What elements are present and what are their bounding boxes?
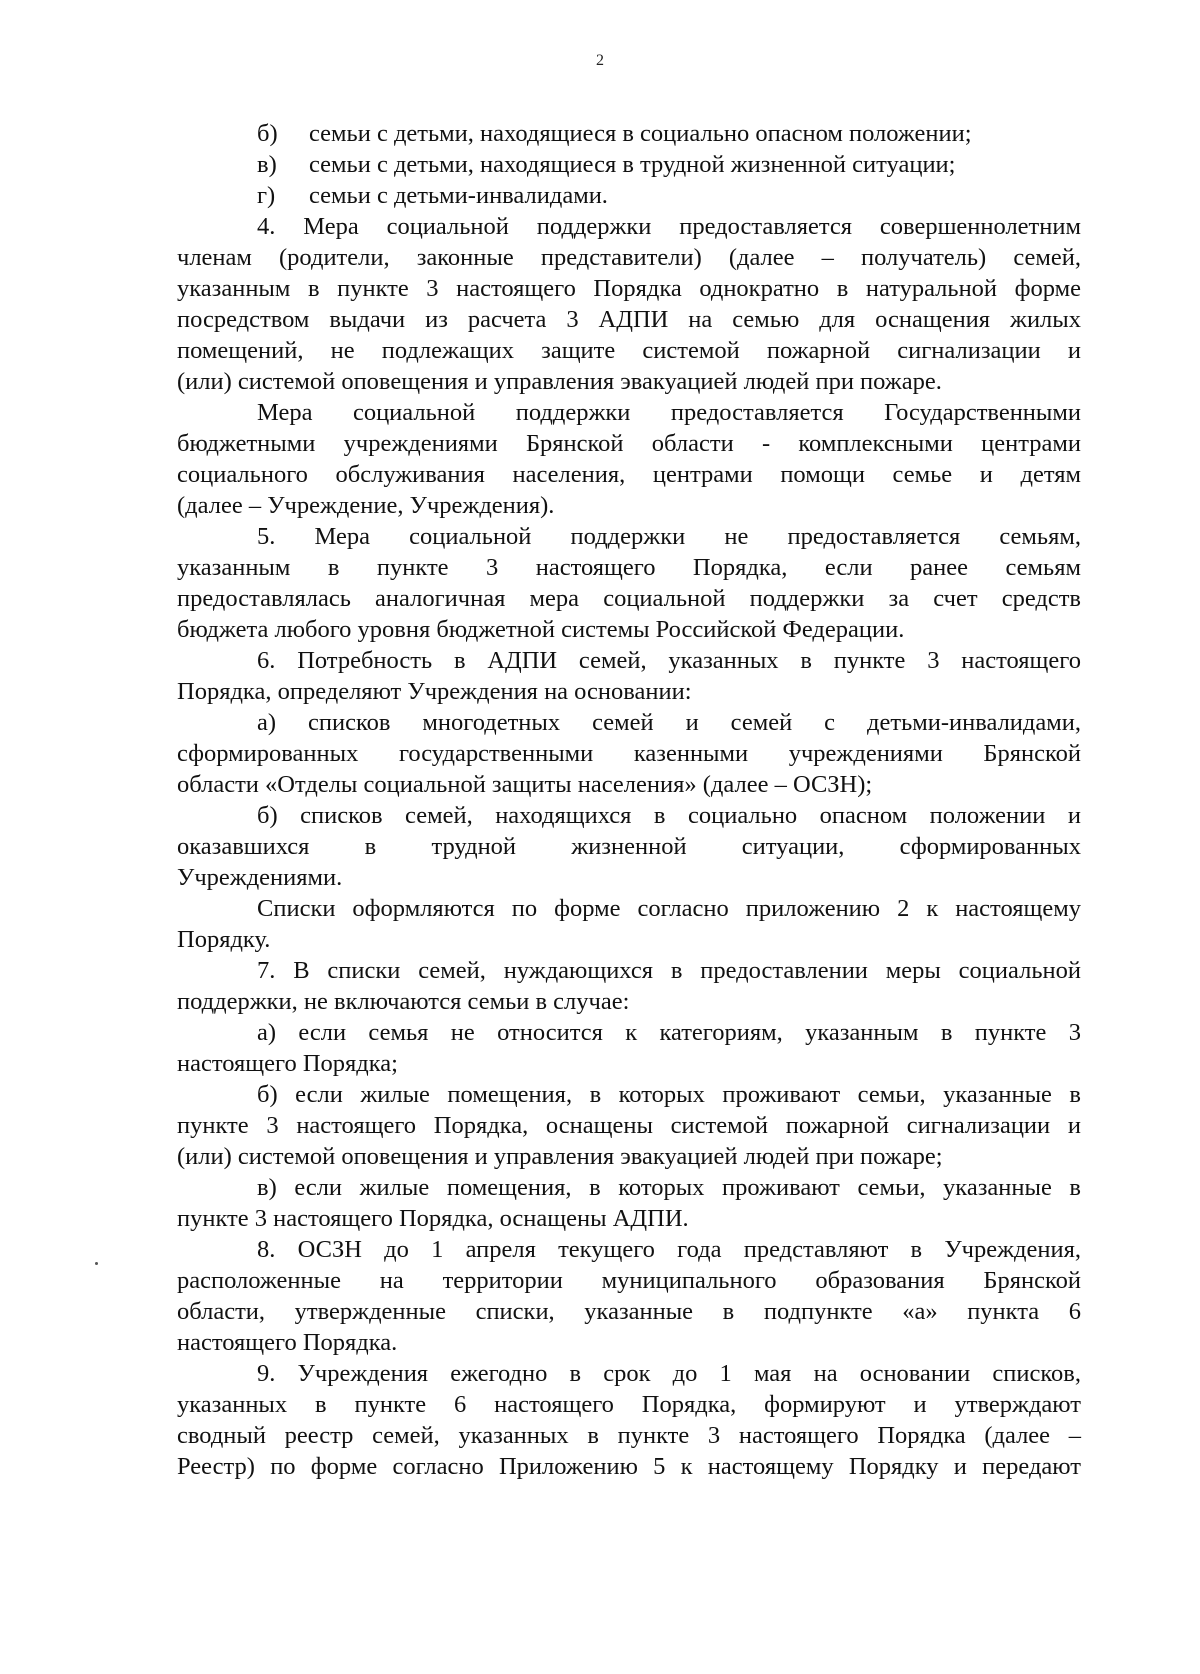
list-marker: г)	[257, 182, 276, 209]
paragraph-4-providers	[177, 397, 1081, 521]
list-item-text: семьи с детьми, находящиеся в социально опасном положении;	[309, 120, 972, 147]
list-marker: б)	[257, 120, 278, 147]
category-list	[177, 118, 1081, 211]
text-line: указанным в пункте 3 настоящего Порядка однократно в натуральной форме	[177, 275, 1081, 302]
list-item	[177, 149, 1081, 180]
text-line: б) если жилые помещения, в которых проживают семьи, указанные в	[257, 1081, 1081, 1108]
text-line: Реестр) по форме согласно Приложению 5 к настоящему Порядку и передают	[177, 1453, 1081, 1480]
paragraph-7	[177, 955, 1081, 1017]
text-line: Мера социальной поддержки предоставляется Государственными	[257, 399, 1081, 426]
text-line: настоящего Порядка;	[177, 1050, 398, 1077]
paragraph-9	[177, 1358, 1081, 1482]
text-line: Списки оформляются по форме согласно приложению 2 к настоящему	[257, 895, 1081, 922]
document-body	[177, 118, 1081, 1482]
paragraph-6-lists-form	[177, 893, 1081, 955]
text-line: настоящего Порядка.	[177, 1329, 398, 1356]
text-line: Порядка, определяют Учреждения на основании:	[177, 678, 692, 705]
text-line: социального обслуживания населения, центрами помощи семье и детям	[177, 461, 1081, 488]
paragraph-5	[177, 521, 1081, 645]
text-line: посредством выдачи из расчета 3 АДПИ на семью для оснащения жилых	[177, 306, 1081, 333]
text-line: (или) системой оповещения и управления эвакуацией людей при пожаре.	[177, 368, 942, 395]
list-item	[177, 118, 1081, 149]
text-line: предоставлялась аналогичная мера социальной поддержки за счет средств	[177, 585, 1081, 612]
text-line: указанных в пункте 6 настоящего Порядка, формируют и утверждают	[177, 1391, 1081, 1418]
list-item	[177, 180, 1081, 211]
text-line: сводный реестр семей, указанных в пункте 3 настоящего Порядка (далее –	[177, 1422, 1081, 1449]
text-line: пункте 3 настоящего Порядка, оснащены АДПИ.	[177, 1205, 689, 1232]
text-line: бюджетными учреждениями Брянской области - комплексными центрами	[177, 430, 1081, 457]
text-line: Порядку.	[177, 926, 271, 953]
text-line: 6. Потребность в АДПИ семей, указанных в пункте 3 настоящего	[257, 647, 1081, 674]
scan-artifact	[95, 1262, 98, 1265]
text-line: 9. Учреждения ежегодно в срок до 1 мая на основании списков,	[257, 1360, 1081, 1387]
paragraph-6a	[177, 707, 1081, 800]
text-line: помещений, не подлежащих защите системой пожарной сигнализации и	[177, 337, 1081, 364]
text-line: Учреждениями.	[177, 864, 343, 891]
text-line: оказавшихся в трудной жизненной ситуации, сформированных	[177, 833, 1081, 860]
text-line: области, утвержденные списки, указанные в подпункте «а» пункта 6	[177, 1298, 1081, 1325]
paragraph-4	[177, 211, 1081, 397]
text-line: 4. Мера социальной поддержки предоставляется совершеннолетним	[257, 213, 1081, 240]
list-item-text: семьи с детьми-инвалидами.	[309, 182, 608, 209]
list-item-text: семьи с детьми, находящиеся в трудной жизненной ситуации;	[309, 151, 956, 178]
text-line: а) если семья не относится к категориям, указанным в пункте 3	[257, 1019, 1081, 1046]
page-number: 2	[596, 52, 604, 69]
text-line: а) списков многодетных семей и семей с детьми-инвалидами,	[257, 709, 1081, 736]
paragraph-7c	[177, 1172, 1081, 1234]
paragraph-6b	[177, 800, 1081, 893]
text-line: 5. Мера социальной поддержки не предоставляется семьям,	[257, 523, 1081, 550]
paragraph-7a	[177, 1017, 1081, 1079]
text-line: области «Отделы социальной защиты населения» (далее – ОСЗН);	[177, 771, 873, 798]
text-line: (далее – Учреждение, Учреждения).	[177, 492, 555, 519]
list-marker: в)	[257, 151, 277, 178]
text-line: бюджета любого уровня бюджетной системы Российской Федерации.	[177, 616, 905, 643]
paragraph-8	[177, 1234, 1081, 1358]
text-line: 8. ОСЗН до 1 апреля текущего года представляют в Учреждения,	[257, 1236, 1081, 1263]
text-line: указанным в пункте 3 настоящего Порядка, если ранее семьям	[177, 554, 1081, 581]
paragraph-6	[177, 645, 1081, 707]
text-line: расположенные на территории муниципального образования Брянской	[177, 1267, 1081, 1294]
text-line: сформированных государственными казенными учреждениями Брянской	[177, 740, 1081, 767]
text-line: б) списков семей, находящихся в социально опасном положении и	[257, 802, 1081, 829]
text-line: пункте 3 настоящего Порядка, оснащены системой пожарной сигнализации и	[177, 1112, 1081, 1139]
paragraph-7b	[177, 1079, 1081, 1172]
text-line: членам (родители, законные представители) (далее – получатель) семей,	[177, 244, 1081, 271]
text-line: в) если жилые помещения, в которых проживают семьи, указанные в	[257, 1174, 1081, 1201]
text-line: 7. В списки семей, нуждающихся в предоставлении меры социальной	[257, 957, 1081, 984]
text-line: поддержки, не включаются семьи в случае:	[177, 988, 630, 1015]
text-line: (или) системой оповещения и управления эвакуацией людей при пожаре;	[177, 1143, 943, 1170]
